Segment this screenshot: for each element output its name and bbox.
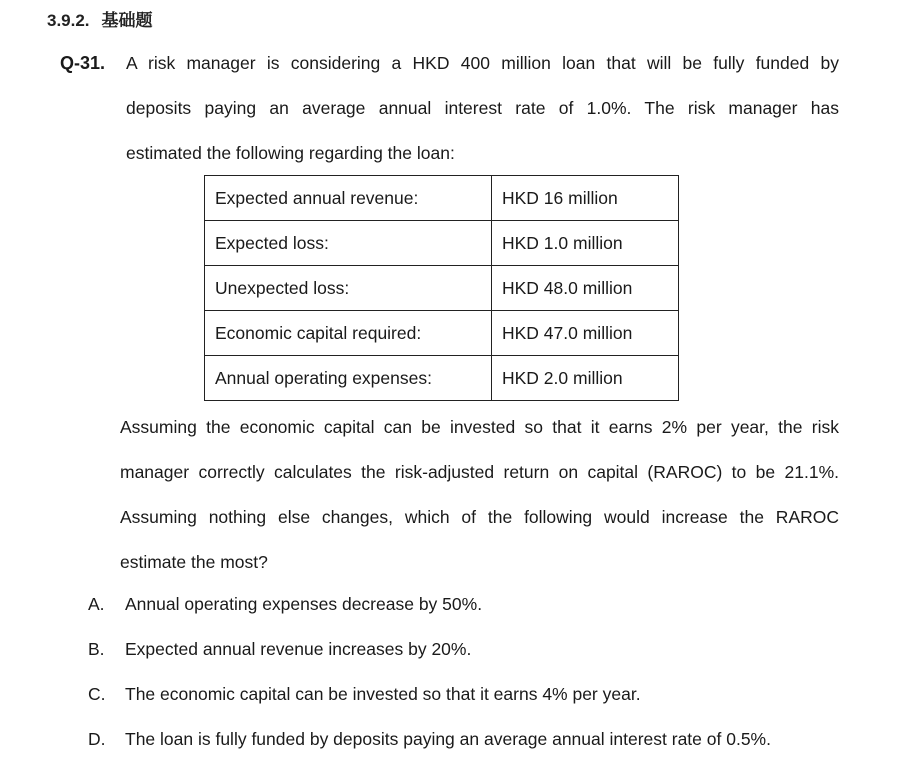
option-letter: A. (88, 594, 105, 614)
option-letter: C. (88, 684, 106, 704)
option-letter: B. (88, 639, 105, 659)
section-heading (47, 6, 153, 31)
row-label: Expected annual revenue: (205, 176, 492, 221)
option-d (88, 729, 771, 750)
table-row (205, 356, 679, 401)
row-value: HKD 48.0 million (492, 266, 679, 311)
loan-estimates-table (204, 175, 679, 401)
question-label: Q-31. (60, 53, 106, 73)
table-row (205, 176, 679, 221)
body-line: manager correctly calculates the risk-adjusted return on capital (RAROC) to be 21.1%. (120, 462, 839, 482)
option-a (88, 594, 482, 615)
row-value: HKD 47.0 million (492, 311, 679, 356)
option-b (88, 639, 471, 660)
option-text: The loan is fully funded by deposits paying an average annual interest rate of 0.5%. (125, 729, 771, 749)
option-text: The economic capital can be invested so that it earns 4% per year. (125, 684, 641, 704)
option-text: Annual operating expenses decrease by 50%. (125, 594, 483, 614)
row-label: Economic capital required: (205, 311, 492, 356)
option-letter: D. (88, 729, 106, 749)
intro-line: A risk manager is considering a HKD 400 million loan that will be fully funded by (126, 53, 839, 73)
option-c (88, 684, 641, 705)
table-row (205, 221, 679, 266)
row-value: HKD 2.0 million (492, 356, 679, 401)
intro-line: estimated the following regarding the loan: (126, 143, 455, 163)
option-text: Expected annual revenue increases by 20%. (125, 639, 472, 659)
section-title: 基础题 (101, 11, 153, 30)
section-number: 3.9.2. (47, 11, 90, 30)
body-line: Assuming nothing else changes, which of the following would increase the RAROC (120, 507, 839, 527)
question-body (120, 405, 839, 585)
row-label: Unexpected loss: (205, 266, 492, 311)
table-row (205, 266, 679, 311)
body-line: estimate the most? (120, 552, 268, 572)
question-intro (126, 41, 839, 176)
row-label: Expected loss: (205, 221, 492, 266)
intro-line: deposits paying an average annual interest rate of 1.0%. The risk manager has (126, 98, 839, 118)
row-value: HKD 16 million (492, 176, 679, 221)
row-value: HKD 1.0 million (492, 221, 679, 266)
body-line: Assuming the economic capital can be invested so that it earns 2% per year, the risk (120, 417, 839, 437)
table-row (205, 311, 679, 356)
row-label: Annual operating expenses: (205, 356, 492, 401)
